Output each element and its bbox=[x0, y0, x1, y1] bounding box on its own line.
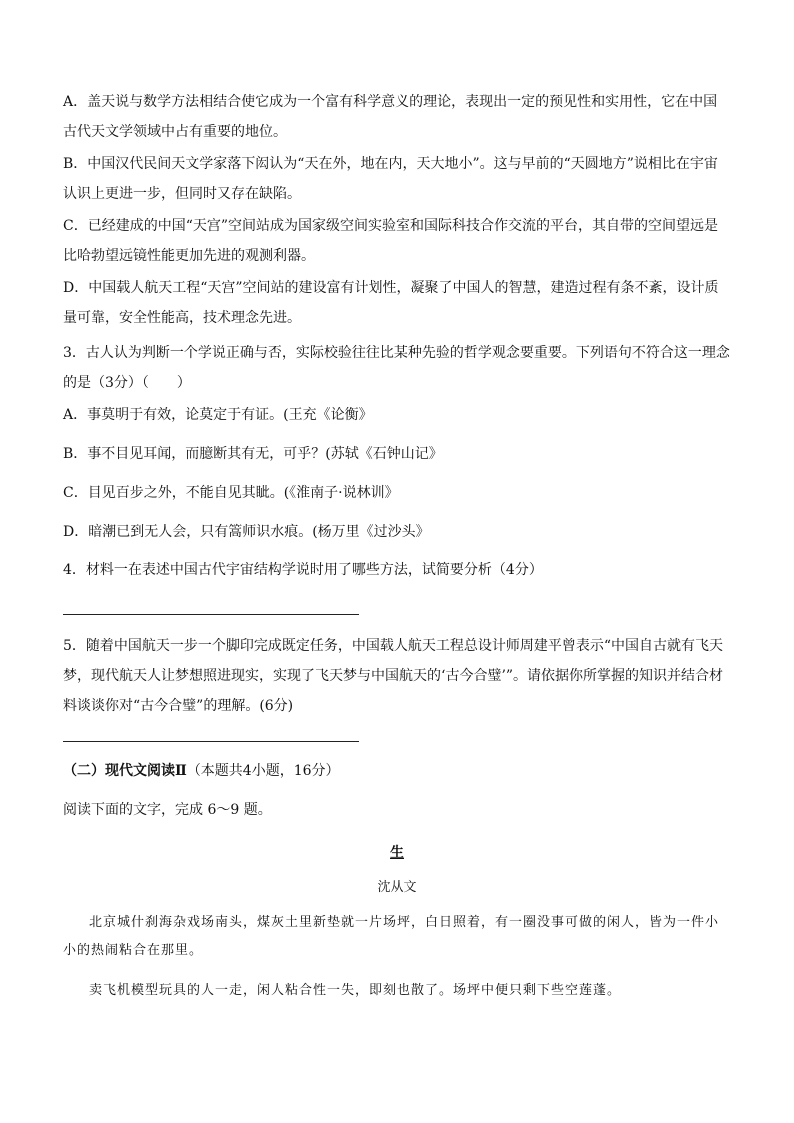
option-2d: D．中国载人航天工程“天宫”空间站的建设富有计划性，凝聚了中国人的智慧，建造过程有条不紊，设计质量可靠，安全性能高，技术理念先进。 bbox=[63, 280, 719, 326]
section-2-title-rest: （本题共4小题，16分） bbox=[186, 763, 340, 779]
option-3c: C．目见百步之外，不能自见其眦。(《淮南子·说林训》 bbox=[63, 485, 399, 501]
option-2a: A．盖天说与数学方法相结合使它成为一个富有科学意义的理论，表现出一定的预见性和实用性，它在中国古代天文学领域中占有重要的地位。 bbox=[63, 94, 718, 140]
question-5-stem: 5．随着中国航天一步一个脚印完成既定任务，中国载人航天工程总设计师周建平曾表示“中国自古就有飞天梦，现代航天人让梦想照进现实，实现了飞天梦与中国航天的‘古今合璧’”。请依据你所掌握的知识并结合材料谈谈你对“古今合璧”的理解。(6分) bbox=[63, 638, 724, 714]
answer-line-q5[interactable] bbox=[63, 741, 359, 742]
answer-line-q4[interactable] bbox=[63, 614, 359, 615]
story-paragraph-1: 北京城什刹海杂戏场南头，煤灰土里新垫就一片场坪，白日照着，有一圈没事可做的闲人，皆为一件小小的热闹粘合在那里。 bbox=[63, 915, 720, 958]
option-3d: D．暗潮已到无人会，只有篙师识水痕。(杨万里《过沙头》 bbox=[63, 524, 430, 540]
option-2c: C．已经建成的中国“天宫”空间站成为国家级空间实验室和国际科技合作交流的平台，其自带的空间望远是比哈勃望远镜性能更加先进的观测利器。 bbox=[63, 218, 719, 264]
story-title: 生 bbox=[390, 845, 404, 861]
section-2-title-bold: （二）现代文阅读Ⅱ bbox=[63, 763, 187, 779]
question-3-stem: 3．古人认为判断一个学说正确与否，实际校验往往比某种先验的哲学观念要重要。下列语句不符合这一理念的是（3分）（ ） bbox=[63, 345, 730, 391]
option-3a: A．事莫明于有效，论莫定于有证。(王充《论衡》 bbox=[63, 407, 373, 423]
option-2b: B．中国汉代民间天文学家落下闳认为“天在外，地在内，天大地小”。这与早前的“天圆地方”说相比在宇宙认识上更进一步，但同时又存在缺陷。 bbox=[63, 156, 718, 202]
story-author: 沈从文 bbox=[377, 880, 417, 895]
section-2-instruction: 阅读下面的文字，完成 6～9 题。 bbox=[63, 802, 272, 818]
question-4-stem: 4．材料一在表述中国古代宇宙结构学说时用了哪些方法，试简要分析（4分） bbox=[63, 562, 543, 578]
section-2-title bbox=[63, 756, 731, 786]
story-paragraph-2: 卖飞机模型玩具的人一走，闲人粘合性一失，即刻也散了。场坪中便只剩下些空莲蓬。 bbox=[89, 983, 622, 998]
option-3b: B．事不目见耳闻，而臆断其有无，可乎？(苏轼《石钟山记》 bbox=[63, 446, 443, 462]
